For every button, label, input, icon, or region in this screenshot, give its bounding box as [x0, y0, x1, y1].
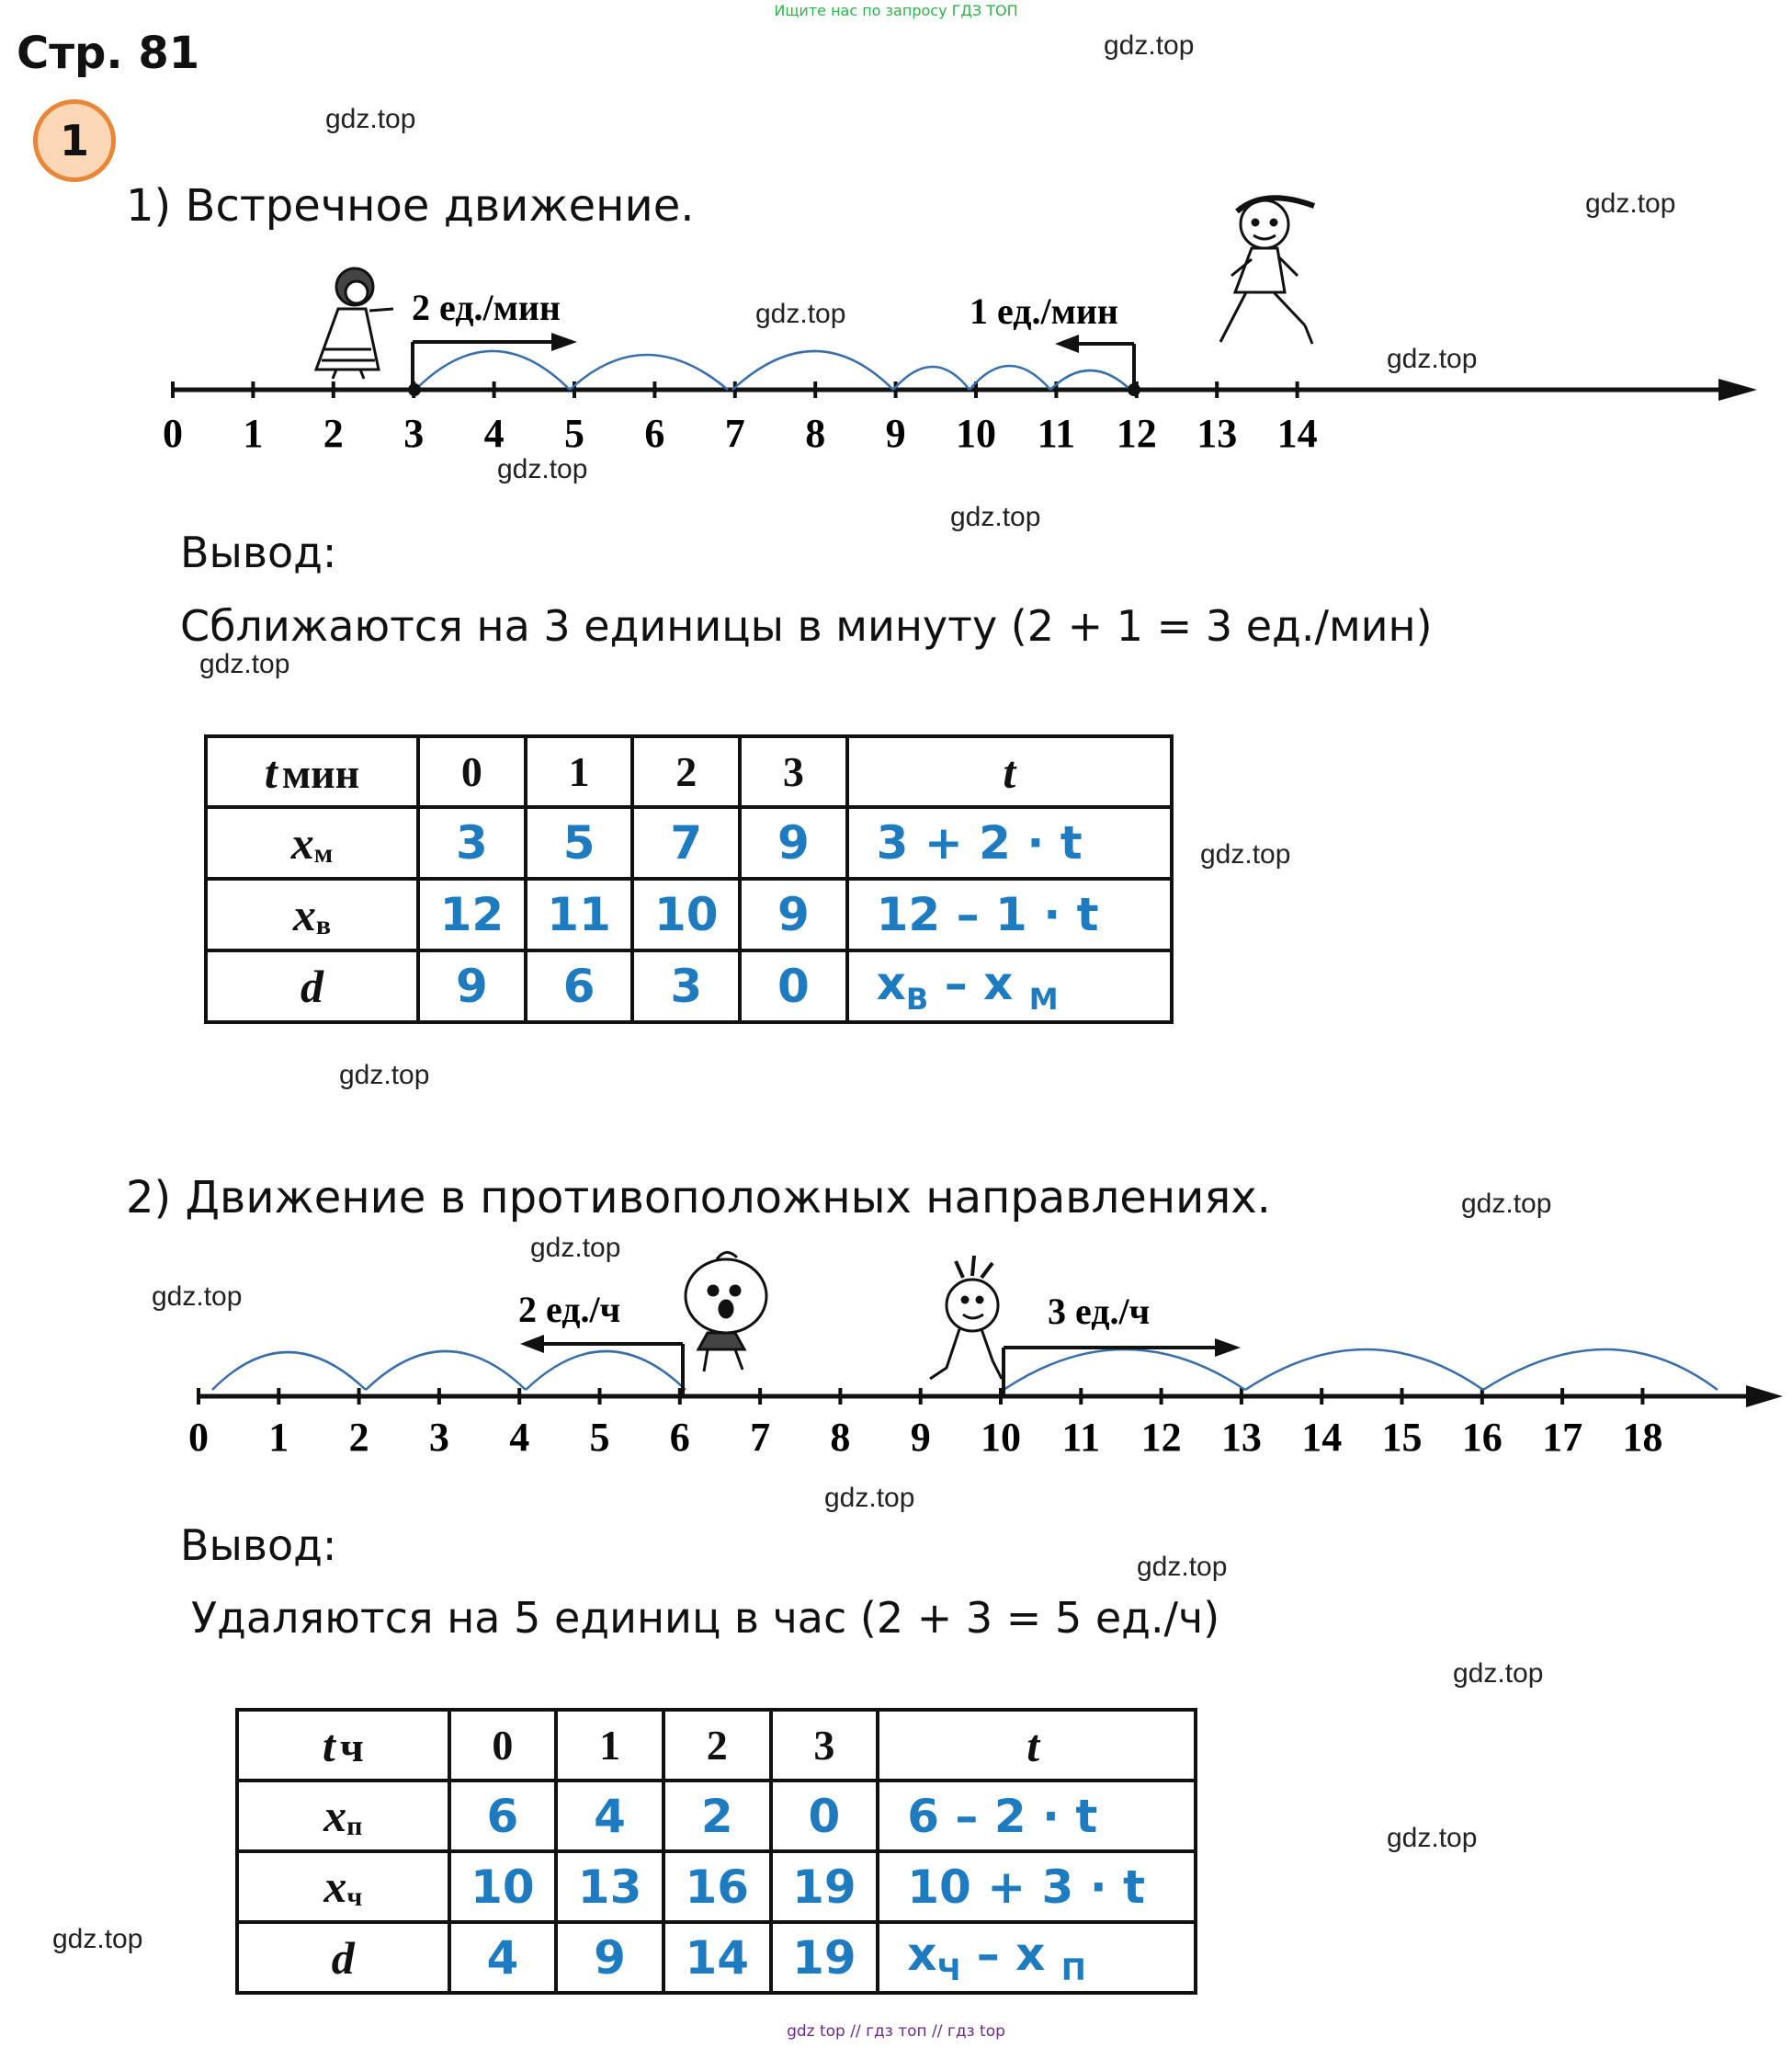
number-line-1 — [0, 184, 1792, 487]
tick-label: 15 — [1381, 1415, 1423, 1460]
tick-label: 17 — [1542, 1415, 1583, 1460]
value-cell: 4 — [449, 1922, 557, 1993]
table-row — [206, 879, 1172, 950]
tick-label: 2 — [323, 411, 344, 456]
tick-label: 18 — [1622, 1415, 1663, 1460]
onion-illustration — [930, 1256, 1002, 1379]
value-cell: 0 — [740, 950, 846, 1022]
tomato-illustration — [686, 1252, 766, 1371]
arc — [1245, 1349, 1483, 1390]
part2-conclusion-label: Вывод: — [180, 1520, 337, 1570]
formula-cell: 12 – 1 · t — [847, 879, 1172, 950]
header-cell: 3 — [740, 736, 846, 807]
watermark: gdz.top — [1461, 1189, 1552, 1219]
watermark: gdz.top — [1104, 30, 1195, 61]
row-label: $x_в$ — [206, 879, 418, 950]
watermark: gdz.top — [152, 1281, 243, 1312]
tick-label: 7 — [724, 411, 745, 456]
value-cell: 9 — [740, 879, 846, 950]
tick-label: 0 — [163, 411, 183, 456]
value-cell: 13 — [556, 1851, 663, 1922]
tick-label: 16 — [1461, 1415, 1503, 1460]
value-cell: 6 — [449, 1781, 557, 1851]
row-label: d — [206, 950, 418, 1022]
number-line-2-axis — [198, 1385, 1783, 1407]
boy-illustration — [1220, 198, 1314, 344]
tick-label: 11 — [1037, 411, 1076, 456]
value-cell: 6 — [526, 950, 633, 1022]
watermark: gdz.top — [1387, 1823, 1478, 1853]
arc — [570, 355, 728, 390]
value-cell: 19 — [771, 1851, 879, 1922]
value-cell: 5 — [526, 807, 633, 879]
speed-arrow-left — [520, 1335, 683, 1396]
tick-label: 7 — [750, 1415, 771, 1460]
header-cell: 0 — [449, 1710, 557, 1781]
watermark: gdz.top — [52, 1924, 143, 1954]
header-cell: 1 — [526, 736, 633, 807]
arc — [366, 1351, 526, 1390]
watermark: gdz.top — [1453, 1658, 1544, 1689]
value-cell: 14 — [663, 1922, 771, 1993]
header-cell-t: t — [878, 1710, 1196, 1781]
header-cell: 1 — [556, 1710, 663, 1781]
formula-cell: 3 + 2 · t — [847, 807, 1172, 879]
arc — [212, 1352, 366, 1390]
arc — [1004, 1349, 1245, 1390]
tick-label: 8 — [805, 411, 826, 456]
watermark: gdz.top — [339, 1060, 430, 1090]
row-label: d — [237, 1922, 449, 1993]
task-number-badge: 1 — [33, 99, 116, 182]
value-cell: 19 — [771, 1922, 879, 1993]
value-cell: 10 — [632, 879, 740, 950]
arc — [1483, 1349, 1718, 1390]
speed-label-right: 3 ед./ч — [1048, 1291, 1151, 1332]
header-cell: 0 — [418, 736, 526, 807]
value-cell: 3 — [418, 807, 526, 879]
tick-label: 14 — [1276, 411, 1318, 456]
table-row — [206, 807, 1172, 879]
tick-label: 1 — [243, 411, 264, 456]
part2-conclusion-text: Удаляются на 5 единиц в час (2 + 3 = 5 ед./ч) — [191, 1593, 1220, 1643]
value-cell: 16 — [663, 1851, 771, 1922]
tick-label: 3 — [403, 411, 425, 456]
speed-label-right: 1 ед./мин — [970, 290, 1118, 332]
value-cell: 9 — [740, 807, 846, 879]
formula-cell: 10 + 3 · t — [878, 1851, 1196, 1922]
tick-label: 10 — [956, 411, 996, 456]
value-cell: 10 — [449, 1851, 557, 1922]
tick-label: 12 — [1116, 411, 1157, 456]
tick-label: 13 — [1220, 1415, 1262, 1460]
table-header-row — [237, 1710, 1196, 1781]
value-cell: 9 — [418, 950, 526, 1022]
tick-label: 9 — [910, 1415, 931, 1460]
part2-heading: 2) Движение в противоположных направлениях. — [126, 1172, 1271, 1223]
watermark: gdz.top — [1585, 188, 1676, 219]
part2-table — [235, 1708, 1197, 1995]
arc — [970, 366, 1050, 390]
tick-label: 5 — [564, 411, 584, 456]
arc — [732, 351, 893, 390]
table-row — [206, 950, 1172, 1022]
value-cell: 4 — [556, 1781, 663, 1851]
formula-cell: 6 – 2 · t — [878, 1781, 1196, 1851]
tick-label: 10 — [981, 1415, 1021, 1460]
header-cell: 3 — [771, 1710, 879, 1781]
meeting-arcs — [415, 351, 1130, 390]
header-var-cell: t ч — [237, 1710, 449, 1781]
watermark: gdz.top — [1137, 1552, 1228, 1582]
watermark: gdz.top — [530, 1233, 621, 1263]
table-row — [237, 1922, 1196, 1993]
header-cell: 2 — [632, 736, 740, 807]
value-cell: 0 — [771, 1781, 879, 1851]
value-cell: 7 — [632, 807, 740, 879]
row-label: $x_м$ — [206, 807, 418, 879]
tick-label: 2 — [348, 1415, 369, 1460]
value-cell: 12 — [418, 879, 526, 950]
watermark: gdz.top — [1387, 344, 1478, 374]
tick-label: 13 — [1197, 411, 1238, 456]
footer: gdz top // гдз топ // гдз top — [787, 2022, 1005, 2041]
formula-cell: $x_Ч$ – x $_П$ — [878, 1922, 1196, 1993]
watermark: gdz.top — [824, 1483, 915, 1513]
part1-conclusion-label: Вывод: — [180, 528, 337, 577]
tick-label: 1 — [268, 1415, 289, 1460]
tick-label: 3 — [428, 1415, 449, 1460]
tick-label: 0 — [188, 1415, 209, 1460]
arc — [1050, 370, 1130, 390]
value-cell: 11 — [526, 879, 633, 950]
part1-table — [204, 734, 1174, 1024]
arc — [526, 1351, 686, 1390]
row-label: $x_п$ — [237, 1781, 449, 1851]
watermark: gdz.top — [1200, 839, 1291, 870]
watermark: gdz.top — [950, 502, 1041, 532]
separation-arcs — [212, 1349, 1718, 1390]
watermark: gdz.top — [325, 104, 416, 134]
tick-label: 14 — [1301, 1415, 1343, 1460]
table-row — [237, 1851, 1196, 1922]
tick-label: 9 — [885, 411, 906, 456]
tick-label: 12 — [1140, 1415, 1182, 1460]
tick-label: 11 — [1061, 1415, 1101, 1460]
girl-illustration — [316, 268, 393, 379]
header-cell: 2 — [663, 1710, 771, 1781]
formula-cell: $x_В$ – x $_М$ — [847, 950, 1172, 1022]
value-cell: 3 — [632, 950, 740, 1022]
top-search-note: Ищите нас по запросу ГДЗ ТОП — [774, 2, 1018, 19]
watermark: gdz.top — [199, 649, 290, 679]
header-var-cell: t мин — [206, 736, 418, 807]
table-header-row — [206, 736, 1172, 807]
tick-label: 4 — [509, 1415, 530, 1460]
value-cell: 9 — [556, 1922, 663, 1993]
speed-label-left: 2 ед./ч — [518, 1289, 621, 1330]
arc — [893, 367, 970, 390]
table-row — [237, 1781, 1196, 1851]
row-label: $x_ч$ — [237, 1851, 449, 1922]
tick-label: 8 — [830, 1415, 851, 1460]
header-cell-t: t — [847, 736, 1172, 807]
tick-label: 6 — [644, 411, 665, 456]
speed-label-left: 2 ед./мин — [412, 287, 561, 328]
tick-label: 6 — [669, 1415, 690, 1460]
page-title: Стр. 81 — [17, 28, 200, 79]
value-cell: 2 — [663, 1781, 771, 1851]
tick-label: 5 — [589, 1415, 610, 1460]
tick-label: 4 — [483, 411, 505, 456]
watermark: gdz.top — [755, 299, 846, 329]
part1-heading: 1) Встречное движение. — [126, 180, 695, 232]
watermark: gdz.top — [497, 454, 588, 484]
number-line-2 — [0, 1223, 1792, 1489]
part1-conclusion-text: Сближаются на 3 единицы в минуту (2 + 1 = 3 ед./мин) — [180, 601, 1433, 651]
